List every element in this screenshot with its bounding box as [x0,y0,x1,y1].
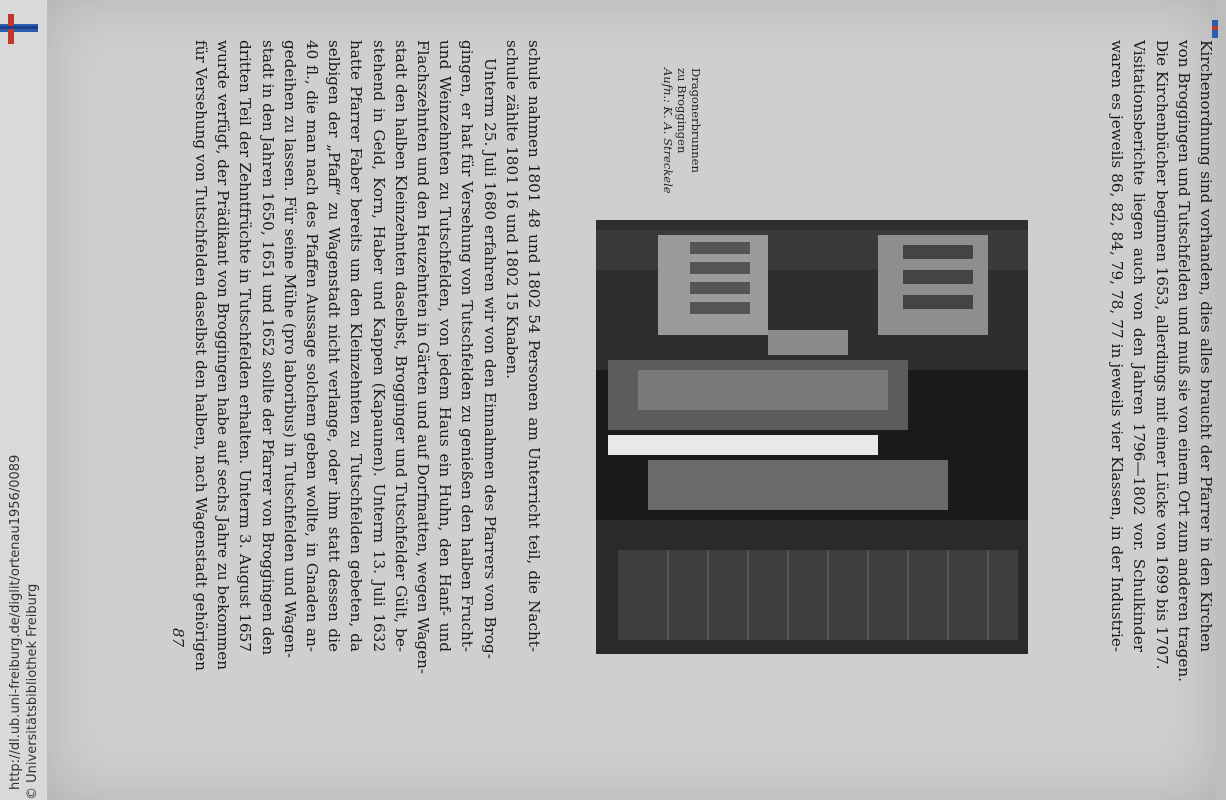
text-line: stehend in Geld, Korn, Haber und Kappen (Kapaunen). Unterm 13. Juli 1632 [369,40,388,652]
text-line: gedeihen zu lassen. Für seine Mühe (pro laboribus) in Tutschfelden und Wagen- [280,40,299,659]
page-number: 87 [169,628,187,648]
text-line: 40 fl., die man nach des Pfaffen Aussage solchem geben wollte, in Gnaden an- [302,40,321,652]
fountain-photo [596,220,1028,654]
scanned-page [47,0,1217,800]
text-line: Die Kirchenbücher beginnen 1653, allerdings mit einer Lücke von 1699 bis 1707. [1152,40,1171,670]
watermark [0,0,47,800]
viewer-side-strip [0,0,47,800]
text-column-bottom [190,40,545,675]
text-line: Visitationsberichte liegen auch von den Jahren 1796—1802 vor. Schulkinder [1130,40,1149,652]
text-line: dritten Teil der Zehntfrüchte in Tutschfelden erhalten. Unterm 3. August 1657 [236,40,255,652]
text-line: stadt in den Jahren 1650, 1651 und 1652 sollte der Pfarrer von Broggingen den [258,40,277,656]
page-content [47,0,1217,800]
caption-title: Dragonerbrunnen [689,68,703,173]
fountain-photo-drawing [596,220,1028,654]
text-line: waren es jeweils 86, 82, 84, 79, 78, 77 in jeweils vier Klassen, in der Industrie- [1108,40,1127,652]
text-line: für Versehung von Tutschfelden daselbst den halben, nach Wagenstadt gehörigen [191,40,210,671]
viewer-right-edge [1217,0,1226,800]
caption-place: zu Broggingen [675,68,689,154]
text-line: schule zählte 1801 16 und 1802 15 Knaben. [502,40,521,380]
photo-caption [661,68,703,218]
text-line: hatte Pfarrer Faber bereits um den Kleinzehnten zu Tutschfelden gebeten, da [347,40,366,652]
text-line: Flachszehnten und den Heuzehnten in Gärten und auf Dorfmatten, wegen Wagen- [413,40,432,675]
text-line: schule nahmen 1801 48 und 1802 54 Personen am Unterricht teil, die Nacht- [525,40,543,652]
text-line: Kirchenordnung sind vorhanden, dies alles braucht der Pfarrer in den Kirchen [1197,40,1215,652]
text-line: von Broggingen und Tutschfelden und muß sie von einem Ort zum anderen tragen. [1174,40,1193,682]
text-column-top [1106,40,1217,682]
flag-icon [1212,20,1218,38]
text-line: stadt den halben Kleinzehnten daselbst, Brogginger und Tutschfelder Gült, be- [391,40,410,652]
caption-credit: Aufn.: K. A. Streckele [661,68,675,194]
text-line: wurde verfügt, der Prädikant von Broggingen habe auf sechs Jahre zu bekommen [214,40,233,671]
text-line: selbigen der „Pfaff“ zu Wagenstadt nicht verlange, oder ihm statt dessen die [325,40,344,652]
watermark-copyright: © Universitätsbibliothek Freiburg [24,583,40,800]
text-line: Unterm 25. Juli 1680 erfahren wir von den Einnahmen des Pfarrers von Brog- [480,58,499,659]
text-line: und Weinzehnten zu Tutschfelden, von jedem Haus ein Huhn, den Hanf- und [436,40,455,652]
text-line: gingen, er hat für Versehung von Tutschfelden zu genießen den halben Frucht- [458,40,477,652]
watermark-url: http://dl.ub.uni-freiburg.de/diglit/ortenau1956/0089 [7,454,23,790]
